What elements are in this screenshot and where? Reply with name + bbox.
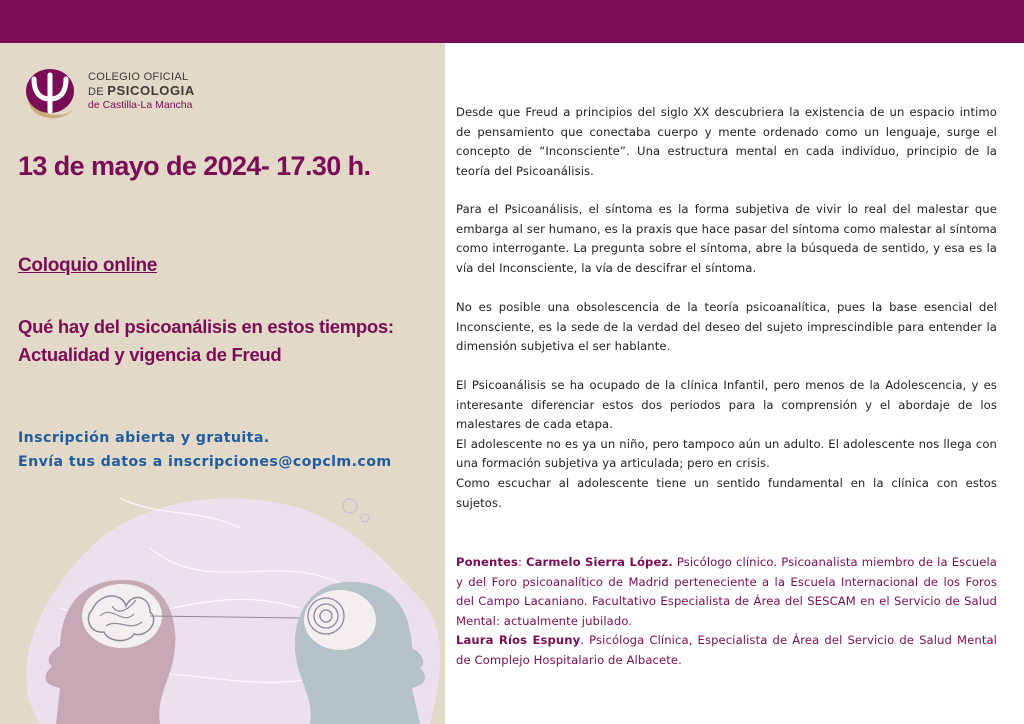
college-logo — [22, 65, 232, 125]
speaker-1-name: Carmelo Sierra López. — [526, 555, 673, 569]
speaker-2 — [456, 631, 997, 670]
speakers-section — [456, 553, 997, 671]
speaker-1-bio: Psicólogo clínico. Psicoanalista miembro de la Escuela y del Foro psicoanalítico de Madrid perteneciente a la Escuela Internacional de los Foros del Campo Lacaniano. Facultativo Especialista de Área del SESCAM en el Servicio de Salud Mental: actualmente jubilado. — [456, 555, 997, 628]
left-panel — [0, 43, 445, 724]
speaker-2-name: Laura Ríos Espuny — [456, 633, 581, 648]
obsolescence-paragraph: No es posible una obsolescencia de la teoría psicoanalítica, pues la base esencial del Inconsciente, es la sede de la verdad del deseo del sujeto imprescindible para entender la dimensión subjetiva el ser hablante. — [456, 300, 997, 354]
logo-line-2-prefix: DE — [88, 86, 104, 98]
event-type: Coloquio online — [18, 255, 158, 276]
right-panel — [445, 43, 1024, 724]
speakers-label: Ponentes — [456, 555, 518, 569]
talk-title-line-2: Actualidad y vigencia de Freud — [18, 344, 282, 365]
adolescence-sentence-2: El adolescente no es ya un niño, pero tampoco aún un adulto. El adolescente nos llega con una formación subjetiva ya articulada; pero en crisis. — [456, 436, 997, 471]
intro-paragraph: Desde que Freud a principios del siglo XX descubriera la existencia de un espacio intimo de pensamiento que conectaba cuerpo y mente ordenado como un lenguaje, surge el concepto de “Inconsciente”. Una estructura mental en cada individuo, principio de la teoría del Psicoanálisis. — [456, 105, 997, 178]
logo-line-1: COLEGIO OFICIAL — [88, 71, 189, 83]
event-date: 13 de mayo de 2024- 17.30 h. — [18, 151, 371, 181]
logo-line-2-main: PSICOLOGIA — [107, 83, 195, 98]
registration-info — [18, 426, 392, 474]
adolescence-sentence-1: El Psicoanálisis se ha ocupado de la clínica Infantil, pero menos de la Adolescencia, y es interesante diferenciar estos dos periodos para la comprensión y el abordaje de los malestares de cada etapa. — [456, 378, 997, 432]
registration-line-2: Envía tus datos a inscripciones@copclm.com — [18, 454, 392, 470]
psi-logo-icon — [22, 65, 80, 123]
logo-line-3: de Castilla-La Mancha — [88, 99, 193, 111]
speaker-2-bio: . Psicóloga Clínica, Especialista de Área del Servicio de Salud Mental de Complejo Hospitalario de Albacete. — [456, 633, 998, 667]
talk-title-line-1: Qué hay del psicoanálisis en estos tiempos: — [18, 316, 394, 337]
speaker-1: Ponentes: Carmelo Sierra López. Psicólogo clínico. Psicoanalista miembro de la Escuela y del Foro psicoanalítico de Madrid perteneciente a la Escuela Internacional de los Foros del Campo Lacaniano. Facultativo Especialista de Área del SESCAM en el Servicio de Salud Mental: actualmente jubilado. — [456, 555, 997, 628]
two-heads-illustration — [0, 488, 445, 724]
adolescence-paragraph — [456, 376, 997, 513]
talk-title — [18, 313, 394, 369]
adolescence-sentence-3: Como escuchar al adolescente tiene un sentido fundamental en la clínica con estos sujetos. — [456, 475, 997, 510]
registration-line-1: Inscripción abierta y gratuita. — [18, 430, 270, 446]
symptom-paragraph: Para el Psicoanálisis, el síntoma es la forma subjetiva de vivir lo real del malestar que embarga al ser humano, es la praxis que hace pasar del síntoma como malestar al síntoma como interrogante. La pregunta sobre el síntoma, abre la búsqueda de sentido, y esa es la vía del Inconsciente, la vía de descifrar el síntoma. — [456, 202, 997, 275]
top-banner — [0, 0, 1024, 43]
